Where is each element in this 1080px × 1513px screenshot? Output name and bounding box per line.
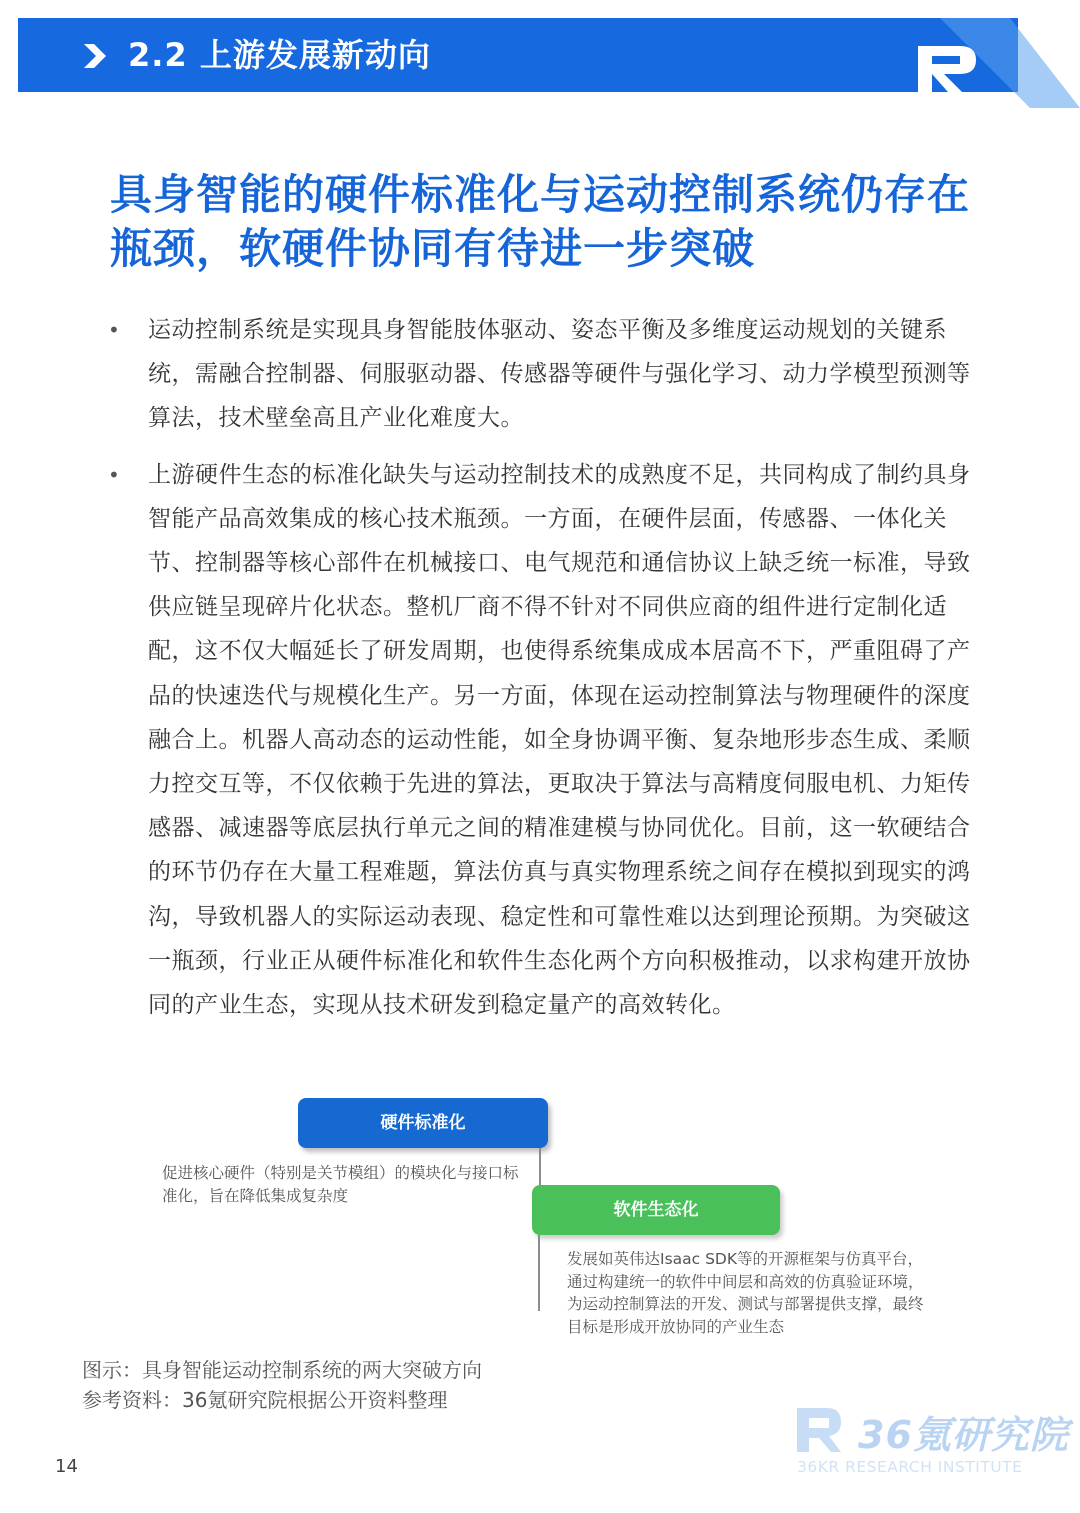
watermark-brand: 36氪研究院 — [858, 1413, 1069, 1457]
connector-line — [538, 1235, 540, 1311]
bullet-text: 运动控制系统是实现具身智能肢体驱动、姿态平衡及多维度运动规划的关键系统，需融合控制器、伺服驱动器、传感器等硬件与强化学习、动力学模型预测等算法，技术壁垒高且产业化难度大。 — [148, 317, 971, 432]
headline-line-2: 瓶颈，软硬件协同有待进一步突破 — [110, 224, 756, 273]
figure-caption — [82, 1355, 482, 1415]
bullet-dot-icon: • — [108, 462, 121, 487]
software-ecosystem-pill: 软件生态化 — [532, 1185, 780, 1235]
caption-figure: 图示：具身智能运动控制系统的两大突破方向 — [82, 1358, 482, 1382]
headline-line-1: 具身智能的硬件标准化与运动控制系统仍存在 — [110, 170, 971, 219]
bullet-text: 上游硬件生态的标准化缺失与运动控制技术的成熟度不足，共同构成了制约具身智能产品高效集成的核心技术瓶颈。一方面，在硬件层面，传感器、一体化关节、控制器等核心部件在机械接口、电气规范和通信协议上缺乏统一标准，导致供应链呈现碎片化状态。整机厂商不得不针对不同供应商的组件进行定制化适配，这不仅大幅延长了研发周期，也使得系统集成成本居高不下，严重阻碍了产品的快速迭代与规模化生产。另一方面，体现在运动控制算法与物理硬件的深度融合上。机器人高动态的运动性能，如全身协调平衡、复杂地形步态生成、柔顺力控交互等，不仅依赖于先进的算法，更取决于算法与高精度伺服电机、力矩传感器、减速器等底层执行单元之间的精准建模与协同优化。目前，这一软硬结合的环节仍存在大量工程难题，算法仿真与真实物理系统之间存在模拟到现实的鸿沟，导致机器人的实际运动表现、稳定性和可靠性难以达到理论预期。为突破这一瓶颈，行业正从硬件标准化和软件生态化两个方向积极推动，以求构建开放协同的产业生态，实现从技术研发到稳定量产的高效转化。 — [148, 461, 971, 1019]
breakthrough-diagram — [150, 1095, 924, 1345]
bullet-item — [100, 453, 990, 1028]
bullet-list — [100, 308, 990, 1039]
headline — [110, 168, 990, 276]
software-description: 发展如英伟达Isaac SDK等的开源框架与仿真平台，通过构建统一的软件中间层和高效的仿真验证环境，为运动控制算法的开发、测试与部署提供支撑，最终目标是形成开放协同的产业生态 — [567, 1250, 924, 1336]
hardware-description: 促进核心硬件（特别是关节模组）的模块化与接口标准化，旨在降低集成复杂度 — [162, 1164, 519, 1205]
page-number: 14 — [55, 1456, 78, 1477]
connector-line — [539, 1148, 541, 1188]
bullet-dot-icon: • — [108, 318, 121, 342]
chevron-right-icon — [80, 38, 114, 74]
section-title: 2.2 上游发展新动向 — [128, 36, 431, 74]
caption-source: 参考资料：36氪研究院根据公开资料整理 — [82, 1388, 448, 1412]
brand-logo-icon — [900, 18, 1080, 108]
hardware-standardization-pill: 硬件标准化 — [298, 1098, 548, 1148]
bullet-item — [100, 308, 990, 441]
watermark-subtitle: 36KR RESEARCH INSTITUTE — [797, 1458, 1023, 1476]
